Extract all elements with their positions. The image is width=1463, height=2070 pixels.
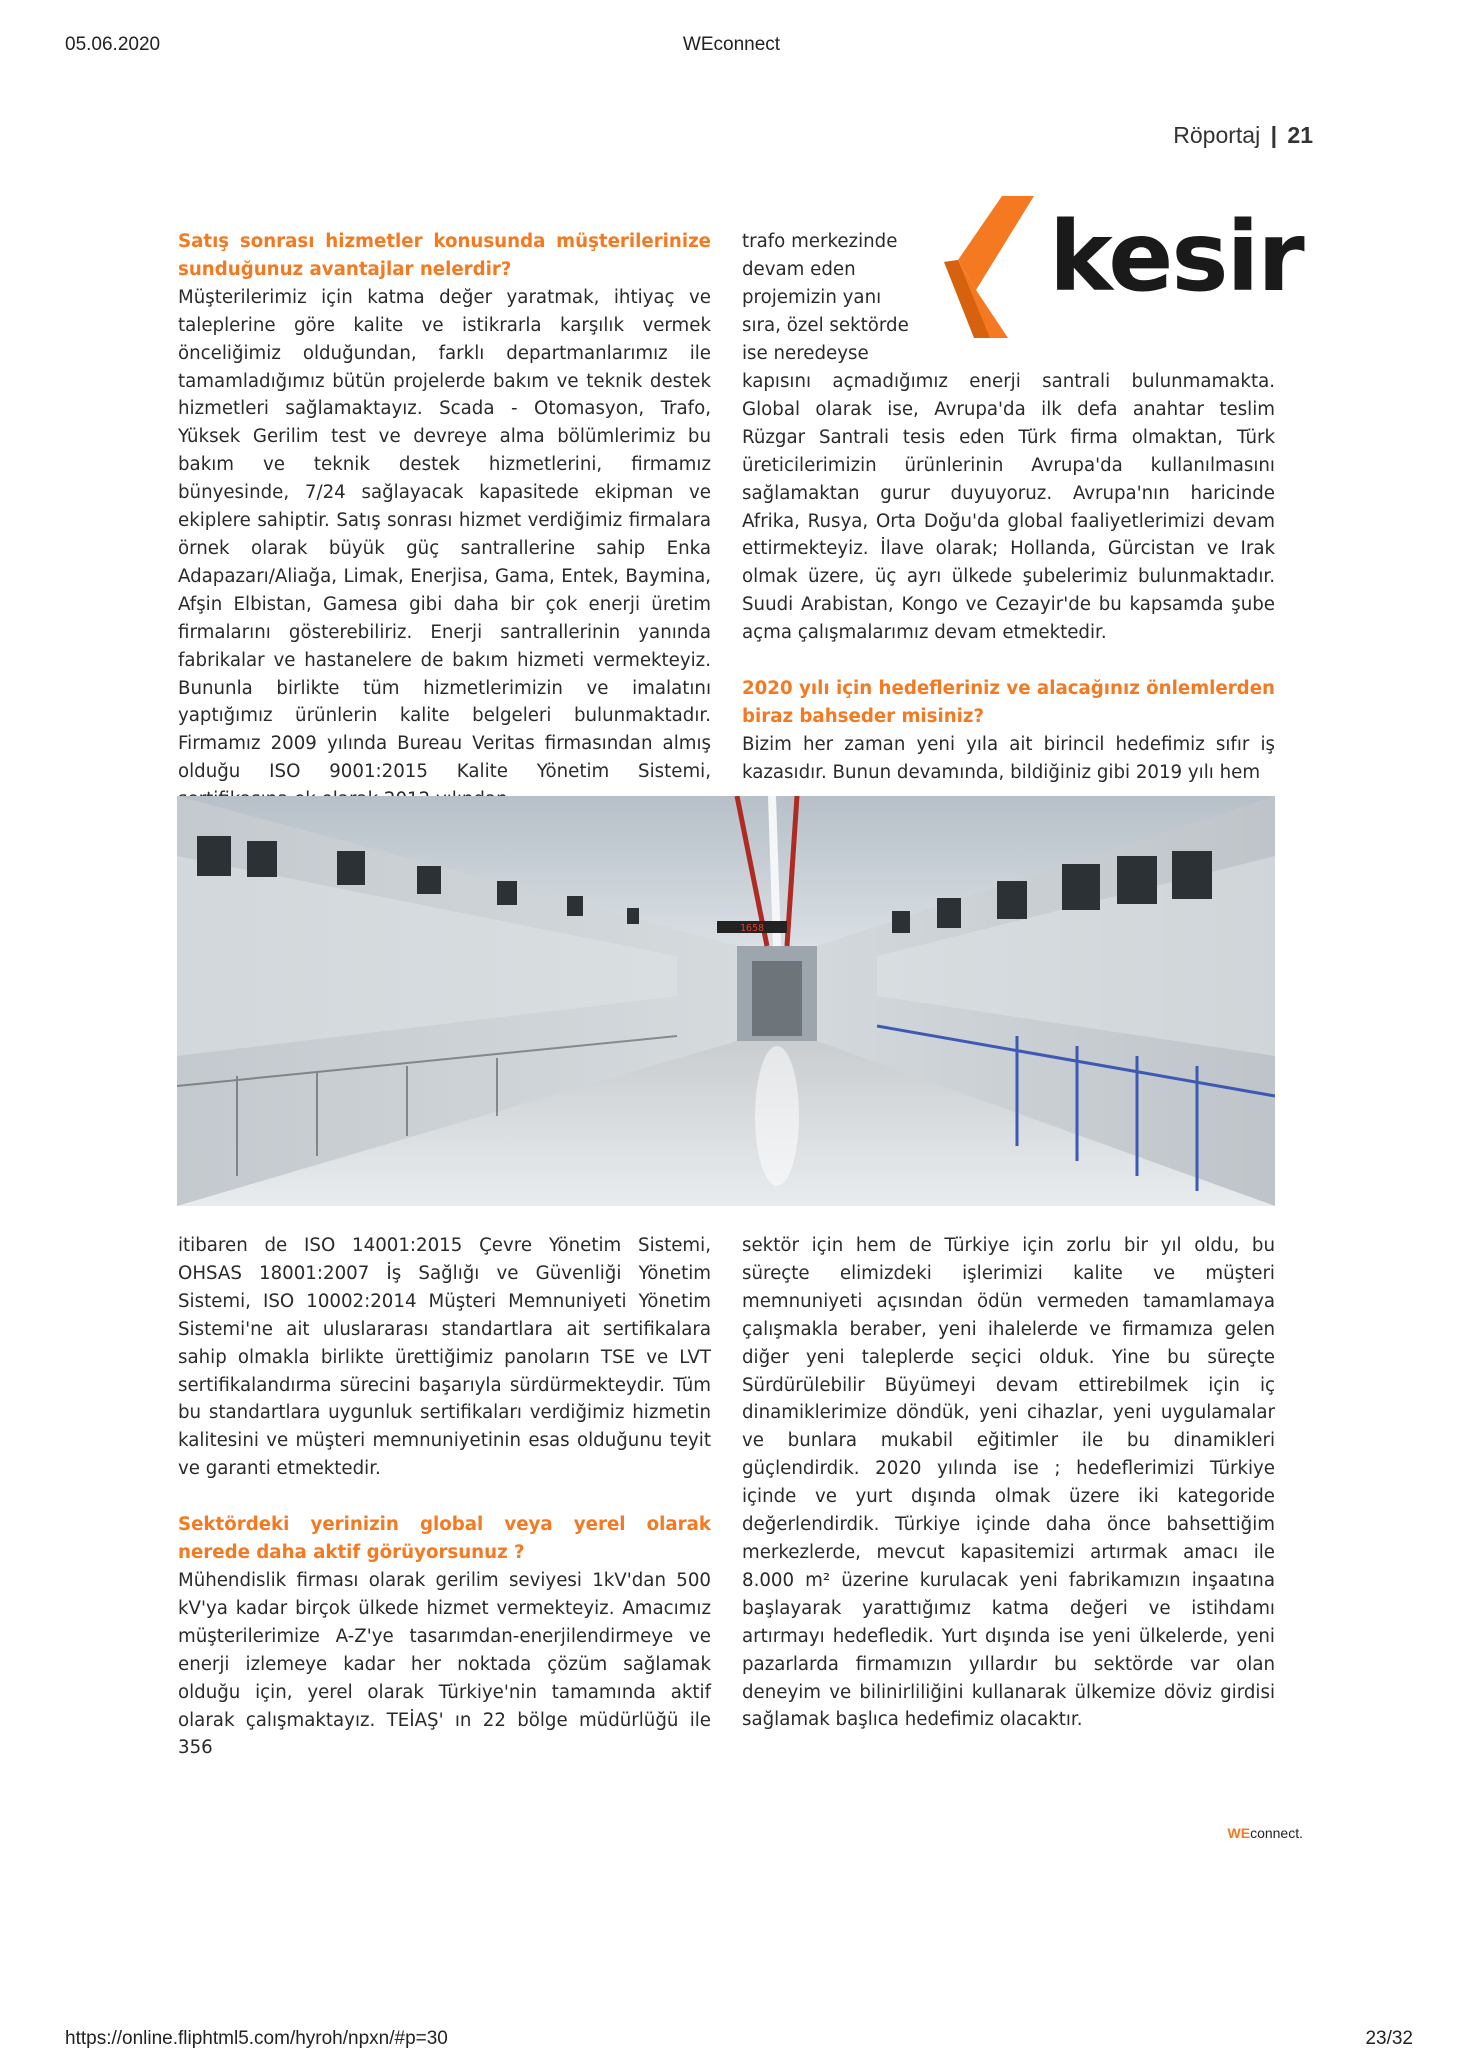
certification-paragraph: itibaren de ISO 14001:2015 Çevre Yönetim Sistemi, OHSAS 18001:2007 İş Sağlığı ve Güvenliği Yönetim Sistemi, ISO 10002:2014 Müşteri Memnuniyeti Yönetim Sistemi'ne ait uluslararası standartlara ait sertifikalara sahip olmakla birlikte ürettiğimiz panoların TSE ve LVT sertifikalandırma sürecini başarıyla sürdürmekteydir. Tüm bu standartlara uygunluk sertifikaları verdiğimiz hizmetin kalitesini ve müşteri memnuniyetinin esas olduğunu teyit ve garanti etmektedir.	[178, 1235, 711, 1480]
left-column-top	[178, 228, 711, 814]
section-name: Röportaj	[1173, 122, 1261, 148]
print-url[interactable]: https://online.fliphtml5.com/hyroh/npxn/#p=30	[65, 2028, 448, 2049]
print-title: WEconnect	[682, 34, 781, 55]
page-number: 21	[1287, 122, 1313, 148]
right-column-narrow	[742, 228, 922, 368]
narrow-paragraph: trafo merkezinde devam eden projemizin yanı sıra, özel sektörde ise neredeyse	[742, 231, 909, 364]
kesir-logo	[944, 192, 1303, 342]
question-heading-2020: 2020 yılı için hedefleriniz ve alacağınız önlemlerden biraz bahseder misiniz?	[742, 678, 1275, 727]
kesir-logo-word: kesir	[1049, 201, 1303, 313]
question-heading-after-sales: Satış sonrası hizmetler konusunda müşterilerinize sunduğunuz avantajlar nelerdir?	[178, 231, 711, 280]
photo-sign-text: 1658	[739, 923, 765, 934]
answer-paragraph-2020-start: Bizim her zaman yeni yıla ait birincil hedefimiz sıfır iş kazasıdır. Bunun devamında, bildiğiniz gibi 2019 yılı hem	[742, 733, 1275, 783]
answer-paragraph-sector: Mühendislik firması olarak gerilim seviyesi 1kV'dan 500 kV'ya kadar birçok ülkede hizmet vermekteyiz. Amacımız müşterilerimize A-Z'ye tasarımdan-enerjilendirmeye ve enerji izlemeye kadar her noktada çözüm sağlamak olduğu için, yerel olarak Türkiye'nin tamamında aktif olarak çalışmaktayız. TEİAŞ' ın 22 bölge müdürlüğü ile 356	[178, 1569, 711, 1759]
print-page-count: 23/32	[1365, 2028, 1413, 2049]
answer-paragraph-2020-continued: sektör için hem de Türkiye için zorlu bir yıl oldu, bu süreçte elimizdeki işlerimizi kalite ve müşteri memnuniyeti açısından ödün vermeden tamamlamaya çalışmakla beraber, yeni ihalelerde ve firmamıza gelen diğer yeni taleplerde seçici olduk. Yine bu süreçte Sürdürülebilir Büyümeyi devam ettirebilmek için iç dinamiklerimize döndük, yeni cihazlar, yeni uygulamalar ve bunlara mukabil eğitimler ile bu dinamikleri güçlendirdik. 2020 yılında ise ; hedeflerimizi Türkiye içinde ve yurt dışında olmak üzere iki kategoride değerlendirdik. Türkiye içinde daha önce bahsettiğim merkezlerde, mevcut kapasitemizi artırmak amacı ile 8.000 m² üzerine kurulacak yeni fabrikamızın inşaatına başlayarak yarattığımız katma değeri ve istihdamı artırmayı hedefledik. Yurt dışında ise yeni ülkelerde, yeni pazarlarda firmamızın yıllardır bu sektörde var olan deneyim ve bilinirliliğini kullanarak ülkemize döviz girdisi sağlamak başlıca hedefimiz olacaktır.	[742, 1235, 1275, 1731]
global-paragraph: kapısını açmadığımız enerji santrali bulunmamakta. Global olarak ise, Avrupa'da ilk defa anahtar teslim Rüzgar Santrali tesis eden Türk firma olmaktan, Türk üreticilerimizin ürünlerinin Avrupa'da kullanılmasını sağlamaktan gurur duyuyoruz. Avrupa'nın haricinde Afrika, Rusya, Orta Doğu'da global faaliyetlerimizi devam ettirmekteyiz. İlave olarak; Hollanda, Gürcistan ve Irak olmak üzere, üç ayrı ülkede şubelerimiz bulunmaktadır. Suudi Arabistan, Kongo ve Cezayir'de bu kapsamda şube açma çalışmalarımız devam etmektedir.	[742, 371, 1275, 644]
left-column-bottom	[178, 1232, 711, 1762]
answer-paragraph-after-sales: Müşterilerimiz için katma değer yaratmak, ihtiyaç ve taleplerine göre kalite ve istikrarla karşılık vermek önceliğimiz olduğundan, farklı departmanlarımız ile tamamladığımız bütün projelerde bakım ve teknik destek hizmetleri sağlamaktayız. Scada - Otomasyon, Trafo, Yüksek Gerilim test ve devreye alma bölümlerimiz bu bakım ve teknik destek hizmetlerini, firmamız bünyesinde, 7/24 sağlayacak kapasitede ekipman ve ekiplere sahiptir. Satış sonrası hizmet verdiğimiz firmalara örnek olarak büyük güç santrallerine sahip Enka Adapazarı/Aliağa, Limak, Enerjisa, Gama, Entek, Baymina, Afşin Elbistan, Gamesa gibi daha bir çok enerji üretim firmalarını gösterebiliriz. Enerji santrallerinin yanında fabrikalar ve hastanelere de bakım hizmeti vermekteyiz. Bununla birlikte tüm hizmetlerimizin ve imalatını yaptığımız ürünlerin kalite belgeleri bulunmaktadır. Firmamız 2009 yılında Bureau Veritas firmasından almış olduğu ISO 9001:2015 Kalite Yönetim Sistemi,	[178, 286, 711, 783]
kesir-logo-mark	[944, 192, 1054, 342]
right-column-top	[742, 368, 1275, 787]
question-heading-sector: Sektördeki yerinizin global veya yerel olarak nerede daha aktif görüyorsunuz ?	[178, 1514, 711, 1564]
switchgear-corridor-photo	[177, 796, 1275, 1206]
weconnect-logo-rest: connect.	[1250, 1825, 1303, 1841]
weconnect-logo-we: WE	[1227, 1825, 1251, 1841]
section-separator: |	[1270, 122, 1278, 148]
weconnect-footer-logo	[1228, 1825, 1304, 1841]
section-label	[1173, 122, 1313, 149]
print-date: 05.06.2020	[65, 34, 161, 55]
right-column-bottom	[742, 1232, 1275, 1734]
